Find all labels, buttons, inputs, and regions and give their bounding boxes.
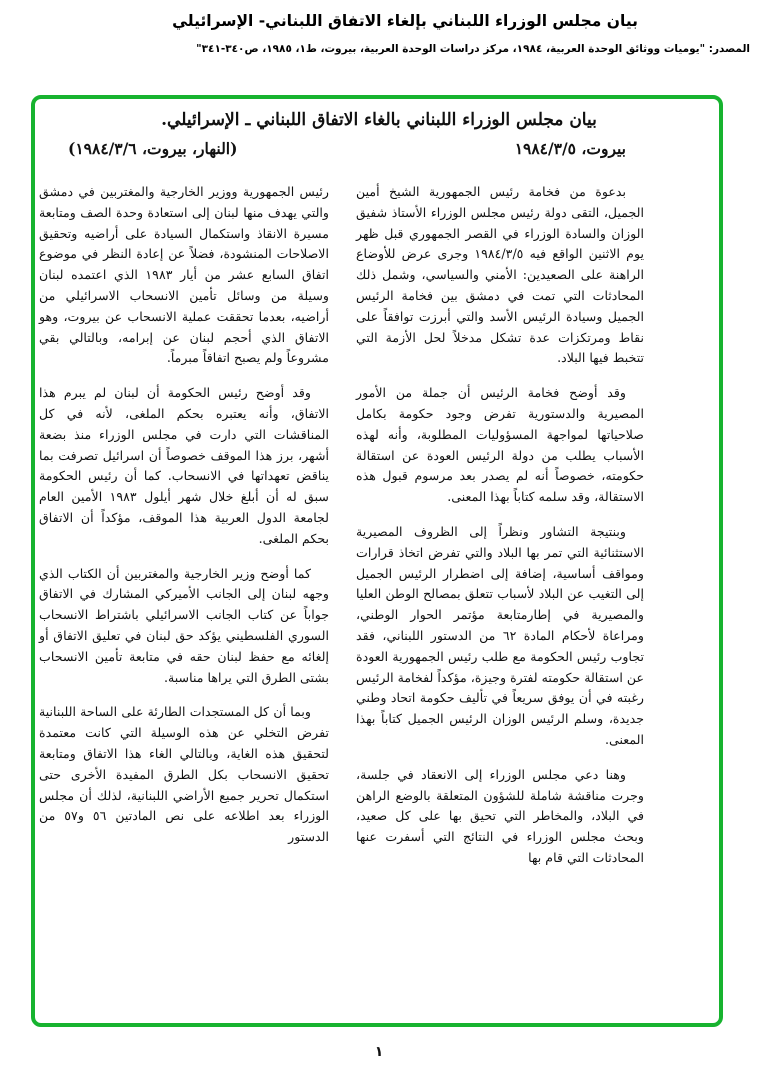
text-column-right [356, 182, 644, 883]
paragraph: وقد أوضح فخامة الرئيس أن جملة من الأمور المصيرية والدستورية تفرض وجود حكومة بكامل صلاحياتها لمواجهة المسؤوليات المطلوبة، وأنه لهذه الأسباب يطلب من دولة الرئيس العودة عن استقالة حكومته، خصوصاً أنه لم يصدر بعد مرسوم قبول هذه الاستقالة، وقد سلمه كتاباً بهذا المعنى. [356, 385, 644, 505]
dateline: بيروت، ١٩٨٤/٣/٥ [514, 139, 626, 158]
newspaper-citation: (النهار، بيروت، ١٩٨٤/٣/٦) [68, 139, 238, 158]
paragraph: وقد أوضح رئيس الحكومة أن لبنان لم يبرم هذا الاتفاق، وأنه يعتبره بحكم الملغى، لأنه في كل المناقشات التي دارت في مجلس الوزراء منذ بضعة أشهر، برز هذا الموقف خصوصاً أن اسرائيل تصرفت بما يناقض تعهداتها في الانسحاب. كما أن رئيس الحكومة سبق له أن أبلغ خلال شهر أيلول ١٩٨٣ الأمين العام لجامعة الدول العربية هذا الموقف، مؤكداً أن الاتفاق بحكم الملغى. [39, 385, 329, 546]
paragraph: كما أوضح وزير الخارجية والمغتربين أن الكتاب الذي وجهه لبنان إلى الجانب الأميركي المشارك في الاتفاق جواباً عن كتاب الجانب الاسرائيلي باشتراط الانسحاب السوري الفلسطيني يؤكد حق لبنان في تعليق الاتفاق أو إلغائه مع حفظ لبنان حقه في متابعة تأمين الانسحاب بشتى الطرق التي يراها مناسبة. [39, 565, 329, 685]
paragraph: رئيس الجمهورية ووزير الخارجية والمغتربين في دمشق والتي يهدف منها لبنان إلى استعادة وحدة الصف ومتابعة مسيرة الانقاذ واستكمال السيادة على أراضيه وتحقيق الاصلاحات المنشودة، فضلاً عن إعادة النظر في موضوع اتفاق السابع عشر من أيار ١٩٨٣ الذي اعتمده لبنان وسيلة من وسائل تأمين الانسحاب الاسرائيلي من أراضيه، بعدما تحققت عملية الانسحاب عن بيروت، وهو الاتفاق الذي أحجم لبنان عن إبرامه، وبالتالي بقي مشروعاً ولم يصبح اتفاقاً مبرماً. [39, 184, 330, 366]
text-column-left [39, 182, 329, 862]
source-citation: المصدر: "يوميات ووثائق الوحدة العربية، ١٩٨٤، مركز دراسات الوحدة العربية، بيروت، ط١، ١٩٨٥، ص٣٤٠-٣٤١" [196, 43, 750, 55]
paragraph: وهنا دعي مجلس الوزراء إلى الانعقاد في جلسة، وجرت مناقشة شاملة للشؤون المتعلقة بالوضع الراهن في البلاد، والمخاطر التي تحيق بها على كل صعيد، وبحث مجلس الوزراء في النتائج التي أسفرت عنها المحادثات التي قام بها [356, 766, 644, 865]
paragraph: بدعوة من فخامة رئيس الجمهورية الشيخ أمين الجميل، التقى دولة رئيس مجلس الوزراء الأستاذ شفيق الوزان والسادة الوزراء في القصر الجمهوري قبل ظهر يوم الاثنين الواقع فيه ١٩٨٤/٣/٥ وجرى عرض للأوضاع الراهنة على الصعيدين: الأمني والسياسي، وشمل ذلك المحادثات التي تمت في دمشق بين فخامة الرئيس الجميل وسيادة الرئيس الأسد والتي أبرزت توافقاً على نقاط ومرتكزات عدة تشكل مدخلاً لحل الأزمة التي تتخبط فيها البلاد. [356, 184, 644, 366]
document-title: بيان مجلس الوزراء اللبناني بالغاء الاتفاق اللبناني ـ الإسرائيلي. [161, 110, 597, 130]
page-number: ١ [374, 1044, 384, 1060]
paragraph: وبما أن كل المستجدات الطارئة على الساحة اللبنانية تفرض التخلي عن هذه الوسيلة التي كانت معتمدة لتحقيق هذه الغاية، وبالتالي الغاء هذا الاتفاق ومتابعة تحقيق الانسحاب بكل الطرق المفيدة الأخرى حتى استكمال تحرير جميع الأراضي اللبنانية، لذلك أن مجلس الوزراء بعد اطلاعه على نص المادتين ٥٦ و٥٧ من الدستور [39, 704, 329, 845]
header-title: بيان مجلس الوزراء اللبناني بإلغاء الاتفاق اللبناني- الإسرائيلي [172, 12, 638, 30]
paragraph: وبنتيجة التشاور ونظراً إلى الظروف المصيرية الاستثنائية التي تمر بها البلاد والتي تفرض اتخاذ قرارات ومواقف أساسية، إضافة إلى اضطرار الرئيس الجميل إلى التغيب عن البلاد لأسباب تتعلق بمصالح الوطن العليا والمصيرية في إطارمتابعة مؤتمر الحوار الوطني، ومراعاة لأحكام المادة ٦٢ من الدستور اللبناني، فقد تجاوب رئيس الحكومة مع طلب رئيس الجمهورية العودة عن استقالة حكومته لفترة وجيزة، مؤكداً لفخامة الرئيس رغبته في أن يوفق سريعاً في تأليف حكومة اتحاد وطني جديدة، وسلم الرئيس الوزان الرئيس الجميل كتاباً بهذا المعنى. [356, 523, 644, 747]
